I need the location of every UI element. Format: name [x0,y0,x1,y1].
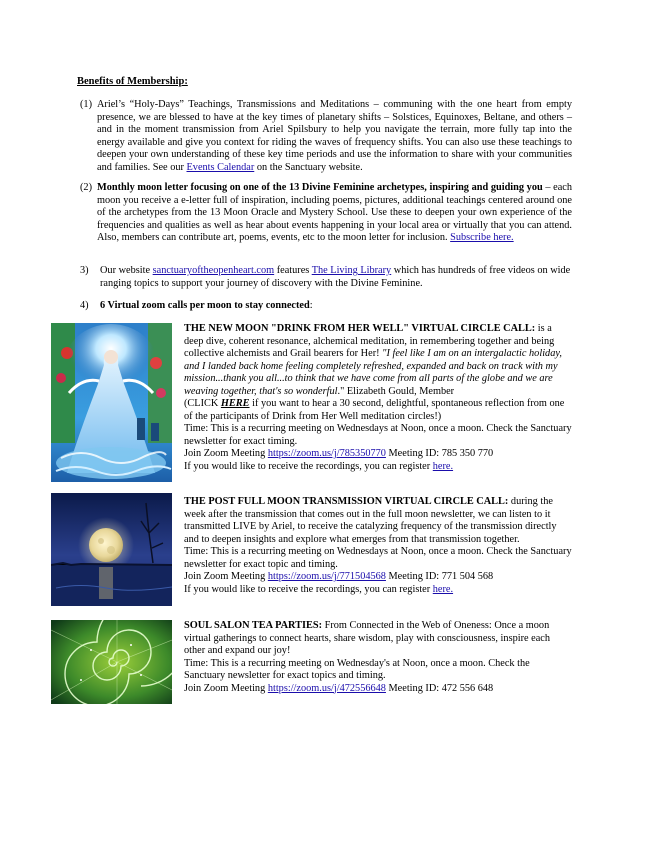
new-moon-call-section: THE NEW MOON "DRINK FROM HER WELL" VIRTUAL CIRCLE CALL: is a deep dive, coherent resonance, alchemical meditation, in remembering together and being collective alchemists and Grail bearers for Her! "I feel like I am on an intergalactic holiday, and I landed back home feeling completely refreshed, expanded and back on track with my mission...thank you all...to think that we have come from all parts of the globe and we are weaving together, that's so wonderful." Elizabeth Gould, Member (CLICK HERE if you want to hear a 30 second, delightful, spontaneous reflection from one of the participants of Drink from Her Well meditation circles!) Time: This is a recurring meeting on Wednesdays at Noon, once a moon. Check the Sanctuary newsletter for exact timing. Join Zoom Meeting https://zoom.us/j/785350770 Meeting ID: 785 350 770 If you would like to receive the recordings, you can register here. [184,323,572,472]
post-full-moon-call-section: THE POST FULL MOON TRANSMISSION VIRTUAL CIRCLE CALL: during the week after the transmission that comes out in the full moon newsletter, we can listen to it transmitted LIVE by Ariel, to receive the catalyzing frequency of the transmission directly and to deepen insights and explore what emerges from that transmission together. Time: This is a recurring meeting on Wednesdays at Noon, once a moon. Check the Sanctuary newsletter for exact topic and timing. Join Zoom Meeting https://zoom.us/j/771504568 Meeting ID: 771 504 568 If you would like to receive the recordings, you can register here. [184,496,572,595]
meeting-id: Meeting ID: 785 350 770 [385,448,494,459]
quote-attribution: Elizabeth Gould, Member [344,385,455,397]
item-text: on the Sanctuary website. [254,161,363,173]
benefit-item-2 [80,182,572,245]
events-calendar-link[interactable]: Events Calendar [186,161,255,173]
zoom-meeting-link[interactable]: https://zoom.us/j/472556648 [267,682,386,694]
subscribe-link[interactable]: Subscribe here. [450,232,514,243]
item-number: (2) [80,182,93,193]
soul-salon-section: SOUL SALON TEA PARTIES: From Connected in the Web of Oneness: Once a moon virtual gatherings to connect hearts, share wisdom, play with consciousness, inspire each other and expand our joy! Time: This is a recurring meeting on Wednesday's at Noon, once a moon. Check the Sanctuary newsletter for exact topics and timing. Join Zoom Meeting https://zoom.us/j/472556648 Meeting ID: 472 556 648 [184,620,572,695]
benefits-heading: Benefits of Membership: [77,76,188,87]
benefit-item-1 [80,99,572,174]
item-number: 4) [80,300,89,311]
item-text: – each moon you receive a e-letter full of inspiration, including poems, pictures, additional teachings centered around one of the archetypes from the 13 Moon Oracle and Mystery School. Use these to deepen your own experience of the frequencies and qualities as well as hear about events happening in your local area or virtually that you can attend. Also, members can contribute art, poems, events, etc to the moon letter for inclusion. [97,182,572,243]
item-text: Our website [100,265,153,276]
call-description: is a deep dive, coherent resonance, alchemical meditation, in remembering together and being collective alchemists and Grail bearers for Her! [184,323,555,359]
item-text: Ariel’s “Holy-Days” Teachings, Transmissions and Meditations – communing with the one heart from empty presence, we are blessed to have at the key times of planetary shifts – Solstices, Equinoxes, Beltane, and others – and in the moment transmission from Ariel Spilsbury to help you navigate the terrain, more fully tap into the energy available and give you context for riding the waves of frequency shifts. You can also use these teachings to deepen your own understanding of these key time periods and use the information to share with your communities and families. See our [97,99,572,173]
item-number: (1) [80,99,93,110]
call-description: From Connected in the Web of Oneness: Once a moon virtual gatherings to connect hearts, share wisdom, play with consciousness, inspire each other and expand our joy! [184,620,551,656]
benefit-item-3 [80,265,572,290]
register-link[interactable]: here. [432,583,454,595]
zoom-meeting-link[interactable]: https://zoom.us/j/785350770 [267,448,386,459]
call-title: THE POST FULL MOON TRANSMISSION VIRTUAL CIRCLE CALL: [184,496,509,507]
benefit-item-4: 4) 6 Virtual zoom calls per moon to stay connected: [80,300,313,311]
living-library-link[interactable]: The Living Library [311,265,392,276]
full-moon-image [51,493,172,606]
item-bold-text: 6 Virtual zoom calls per moon to stay connected [100,300,310,311]
goddess-well-image [51,323,172,482]
call-time: Time: This is a recurring meeting on Wednesday's at Noon, once a moon. Check the Sanctuary newsletter for exact topics and timing. [184,657,530,681]
meeting-id: Meeting ID: 472 556 648 [385,682,494,694]
spiral-web-image [51,620,172,704]
meeting-id: Meeting ID: 771 504 568 [385,571,494,582]
call-title: THE NEW MOON "DRINK FROM HER WELL" VIRTUAL CIRCLE CALL: [184,323,536,334]
item-number: 3) [80,265,89,276]
zoom-meeting-link[interactable]: https://zoom.us/j/771504568 [267,571,386,582]
register-link[interactable]: here. [432,460,454,472]
call-time: Time: This is a recurring meeting on Wednesdays at Noon, once a moon. Check the Sanctuary newsletter for exact timing. [184,423,572,447]
member-quote: "I feel like I am on an intergalactic holiday, and I landed back home feeling completely refreshed, expanded and back on track with my mission...thank you all...to think that we have come from all parts of the globe and we are weaving together, that's so wonderful [184,348,562,397]
click-here-link[interactable]: HERE [220,398,250,409]
call-title: SOUL SALON TEA PARTIES: [184,620,323,631]
item-text: features [274,265,312,276]
call-description: during the week after the transmission that comes out in the full moon newsletter, we can listen to it transmitted LIVE by Ariel, to receive the catalyzing frequency of the transmission directly and to deepen insights and explore what emerges from that transmission together. [184,496,557,545]
website-link[interactable]: sanctuaryoftheopenheart.com [152,265,275,276]
call-time: Time: This is a recurring meeting on Wednesdays at Noon, once a moon. Check the Sanctuary newsletter for exact topic and timing. [184,546,572,570]
item-text: which has hundreds of free videos on wide ranging topics to support your journey of discovery with the Divine Feminine. [100,265,571,289]
item-bold-text: Monthly moon letter focusing on one of the 13 Divine Feminine archetypes, inspiring and guiding you [97,182,543,193]
